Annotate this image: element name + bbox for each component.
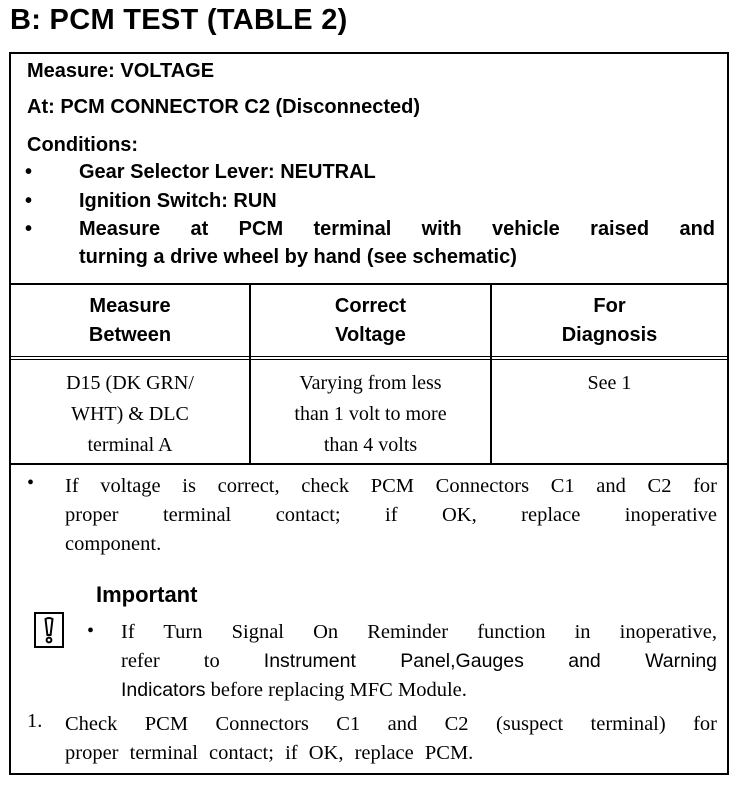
condition-bullet: • (25, 190, 33, 212)
note-bullet: • (27, 472, 35, 494)
condition-measure-line2: turning a drive wheel by hand (see schematic) (79, 246, 517, 268)
important-heading: Important (96, 582, 198, 607)
condition-gear-selector: Gear Selector Lever: NEUTRAL (79, 161, 376, 183)
divider (11, 283, 727, 285)
test-box (9, 52, 729, 775)
condition-ignition-switch: Ignition Switch: RUN (79, 190, 277, 212)
step-number: 1. (27, 710, 43, 732)
link-instrument-panel[interactable]: Instrument Panel,Gauges and Warning (263, 650, 718, 672)
caution-icon (34, 612, 64, 648)
cell-measure-between: D15 (DK GRN/ WHT) & DLC terminal A (66, 372, 194, 456)
condition-measure-line1: Measure at PCM terminal with vehicle raised and (79, 218, 715, 240)
header-divider (11, 356, 727, 360)
condition-bullet: • (25, 218, 33, 240)
condition-bullet: • (25, 161, 33, 183)
header-correct-voltage: Correct Voltage (334, 295, 407, 346)
divider (11, 463, 727, 465)
important-bullet: • (87, 620, 95, 642)
conditions-label: Conditions: (27, 134, 139, 156)
at-label: At: PCM CONNECTOR C2 (Disconnected) (27, 96, 420, 118)
header-measure-between: Measure Between (88, 295, 172, 346)
link-indicators[interactable]: Indicators (121, 679, 206, 701)
header-for-diagnosis: For Diagnosis (561, 295, 658, 346)
note-text: If voltage is correct, check PCM Connectors C1 and C2 for proper terminal contact; if OK, replace inoperative component. (65, 475, 717, 555)
measure-label: Measure: VOLTAGE (27, 60, 215, 82)
cell-for-diagnosis: See 1 (587, 372, 632, 394)
important-text: If Turn Signal On Reminder function in inoperative, refer to Instrument Panel,Gauges and Warning Indicators before replacing MFC Module. (121, 621, 718, 701)
step-text: Check PCM Connectors C1 and C2 (suspect terminal) for proper terminal contact; if OK, replace PCM. (65, 713, 717, 764)
page-title: B: PCM TEST (TABLE 2) (10, 4, 348, 36)
exclamation-icon (36, 614, 62, 646)
cell-correct-voltage: Varying from less than 1 volt to more than 4 volts (294, 372, 447, 456)
